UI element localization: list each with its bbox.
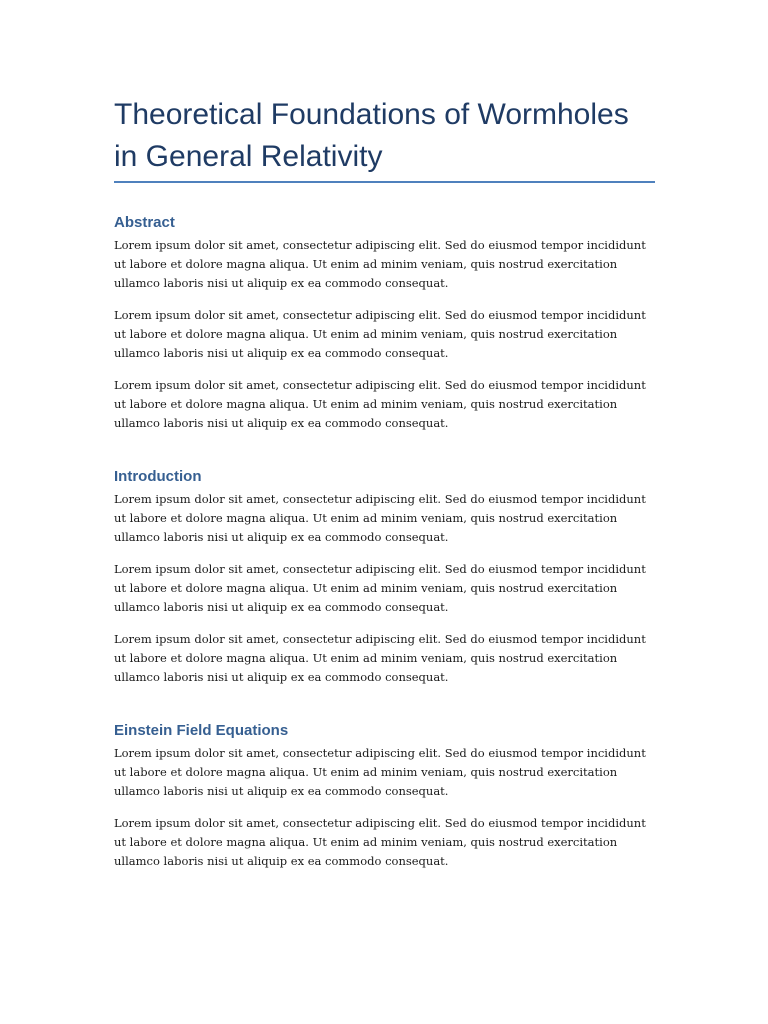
section-heading-introduction: Introduction: [114, 468, 202, 485]
document-title: Theoretical Foundations of Wormholes in General Relativity: [114, 98, 629, 173]
body-paragraph: Lorem ipsum dolor sit amet, consectetur adipiscing elit. Sed do eiusmod tempor incididunt ut labore et dolore magna aliqua. Ut enim ad minim veniam, quis nostrud exercitation ullamco laboris nisi ut aliquip ex ea commodo consequat.: [114, 492, 646, 544]
body-paragraph: Lorem ipsum dolor sit amet, consectetur adipiscing elit. Sed do eiusmod tempor incididunt ut labore et dolore magna aliqua. Ut enim ad minim veniam, quis nostrud exercitation ullamco laboris nisi ut aliquip ex ea commodo consequat.: [114, 308, 646, 360]
section-einstein-field-equations: [114, 721, 655, 871]
body-paragraph: Lorem ipsum dolor sit amet, consectetur adipiscing elit. Sed do eiusmod tempor incididunt ut labore et dolore magna aliqua. Ut enim ad minim veniam, quis nostrud exercitation ullamco laboris nisi ut aliquip ex ea commodo consequat.: [114, 378, 646, 430]
body-paragraph: Lorem ipsum dolor sit amet, consectetur adipiscing elit. Sed do eiusmod tempor incididunt ut labore et dolore magna aliqua. Ut enim ad minim veniam, quis nostrud exercitation ullamco laboris nisi ut aliquip ex ea commodo consequat.: [114, 816, 646, 868]
document-page: [114, 94, 655, 884]
body-paragraph: Lorem ipsum dolor sit amet, consectetur adipiscing elit. Sed do eiusmod tempor incididunt ut labore et dolore magna aliqua. Ut enim ad minim veniam, quis nostrud exercitation ullamco laboris nisi ut aliquip ex ea commodo consequat.: [114, 238, 646, 290]
section-heading-einstein-field-equations: Einstein Field Equations: [114, 722, 289, 739]
title-divider: [114, 181, 655, 183]
body-paragraph: Lorem ipsum dolor sit amet, consectetur adipiscing elit. Sed do eiusmod tempor incididunt ut labore et dolore magna aliqua. Ut enim ad minim veniam, quis nostrud exercitation ullamco laboris nisi ut aliquip ex ea commodo consequat.: [114, 562, 646, 614]
body-paragraph: Lorem ipsum dolor sit amet, consectetur adipiscing elit. Sed do eiusmod tempor incididunt ut labore et dolore magna aliqua. Ut enim ad minim veniam, quis nostrud exercitation ullamco laboris nisi ut aliquip ex ea commodo consequat.: [114, 746, 646, 798]
body-paragraph: Lorem ipsum dolor sit amet, consectetur adipiscing elit. Sed do eiusmod tempor incididunt ut labore et dolore magna aliqua. Ut enim ad minim veniam, quis nostrud exercitation ullamco laboris nisi ut aliquip ex ea commodo consequat.: [114, 632, 646, 684]
section-abstract: [114, 213, 655, 433]
section-heading-abstract: Abstract: [114, 214, 175, 231]
section-introduction: [114, 467, 655, 687]
